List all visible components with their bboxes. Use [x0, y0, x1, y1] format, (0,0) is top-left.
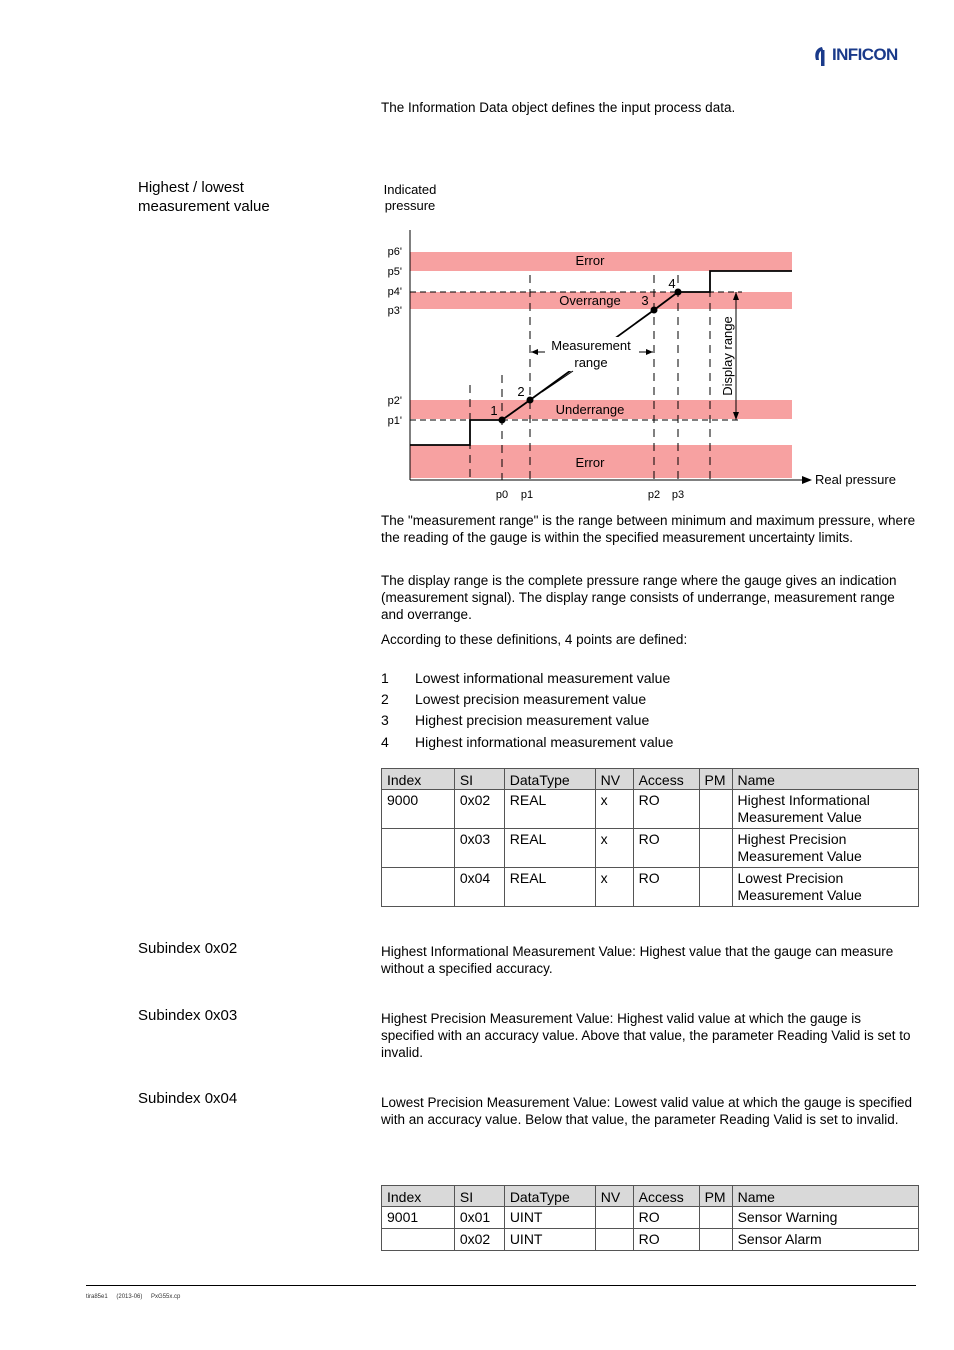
table-row — [382, 1229, 919, 1251]
point-label-4: 4 — [668, 276, 676, 291]
column-header-datatype: DataType — [504, 1186, 595, 1207]
x-tick-p0: p0 — [495, 489, 509, 501]
definition-text: Highest informational measurement value — [415, 734, 674, 750]
measurement-range-arrow-right — [646, 349, 653, 355]
cell-name: Highest Informational Measurement Value — [732, 790, 918, 829]
point-1 — [499, 417, 506, 424]
y-axis-label-line2: pressure — [384, 198, 436, 213]
column-header-nv: NV — [595, 769, 633, 790]
logo-wordmark: INFICON — [832, 45, 898, 64]
cell-name: Lowest Precision Measurement Value — [732, 868, 918, 907]
cell-datatype: REAL — [504, 829, 595, 868]
cell-index: 9000 — [382, 790, 455, 829]
inficon-logo-mark — [812, 44, 832, 68]
column-header-pm: PM — [699, 1186, 732, 1207]
point-label-1: 1 — [490, 403, 498, 418]
cell-access: RO — [633, 829, 699, 868]
cell-nv: x — [595, 829, 633, 868]
subindex-0x04-heading: Subindex 0x04 — [138, 1090, 238, 1107]
subindex-0x03-text: Highest Precision Measurement Value: Highest valid value at which the gauge is specified with an accuracy value. Above that value, the parameter Reading Valid is set to invalid. — [381, 1011, 911, 1060]
x-tick-p3: p3 — [671, 489, 685, 501]
band-label-underrange: Underrange — [555, 402, 625, 417]
y-tick-p5: p5' — [387, 266, 402, 278]
cell-si: 0x02 — [454, 1229, 504, 1251]
cell-pm — [699, 1229, 732, 1251]
cell-si: 0x03 — [454, 829, 504, 868]
subindex-0x04-text: Lowest Precision Measurement Value: Lowest valid value at which the gauge is specified with an accuracy value. Below that value, the parameter Reading Valid is set to invalid. — [381, 1095, 913, 1127]
column-header-datatype: DataType — [504, 769, 595, 790]
definition-number: 2 — [381, 691, 389, 707]
cell-name: Sensor Warning — [732, 1207, 918, 1229]
definition-number: 1 — [381, 670, 389, 686]
table-header-row — [382, 769, 919, 790]
y-tick-p4: p4' — [387, 286, 402, 298]
cell-datatype: UINT — [504, 1229, 595, 1251]
info-data-table-9001 — [381, 1185, 919, 1251]
display-range-label: Display range — [720, 316, 735, 396]
cell-access: RO — [633, 790, 699, 829]
cell-index: 9001 — [382, 1207, 455, 1229]
definition-text: Lowest informational measurement value — [415, 670, 671, 686]
column-header-index: Index — [382, 1186, 455, 1207]
column-header-si: SI — [454, 1186, 504, 1207]
band-label-error-top: Error — [575, 253, 605, 268]
y-tick-p2: p2' — [387, 395, 402, 407]
cell-pm — [699, 868, 732, 907]
paragraph-display-range: The display range is the complete pressure range where the gauge gives an indication (measurement signal). The display range consists of underrange, measurement range and overrange. — [381, 573, 897, 622]
footer-file: PxG55x.cp — [151, 1294, 181, 1300]
footer-doc-id: tira85e1 — [86, 1294, 108, 1300]
column-header-si: SI — [454, 769, 504, 790]
y-axis-label-line1: Indicated — [383, 182, 437, 197]
table-row — [382, 1207, 919, 1229]
column-header-name: Name — [732, 769, 918, 790]
measurement-range-arrow-left — [531, 349, 538, 355]
cell-si: 0x04 — [454, 868, 504, 907]
intro-text: The Information Data object defines the input process data. — [381, 100, 736, 115]
subindex-0x03-heading: Subindex 0x03 — [138, 1007, 238, 1024]
cell-pm — [699, 1207, 732, 1229]
paragraph-measurement-range: The "measurement range" is the range between minimum and maximum pressure, where the reading of the gauge is within the specified measurement uncertainty limits. — [381, 513, 916, 545]
y-tick-p1: p1' — [387, 415, 402, 427]
definition-number: 4 — [381, 734, 389, 750]
definition-number: 3 — [381, 712, 389, 728]
measurement-range-label-2: range — [574, 355, 608, 370]
cell-nv — [595, 1207, 633, 1229]
section-heading: Highest / lowest measurement value — [138, 179, 270, 215]
table-row — [382, 790, 919, 829]
cell-index — [382, 868, 455, 907]
point-3 — [651, 307, 658, 314]
paragraph-definitions-intro: According to these definitions, 4 points are defined: — [381, 632, 688, 647]
column-header-pm: PM — [699, 769, 732, 790]
column-header-nv: NV — [595, 1186, 633, 1207]
x-axis-label: Real pressure — [815, 472, 896, 487]
inficon-logo — [812, 44, 916, 68]
definition-text: Lowest precision measurement value — [415, 691, 647, 707]
y-tick-p3: p3' — [387, 305, 402, 317]
cell-index — [382, 1229, 455, 1251]
cell-nv: x — [595, 790, 633, 829]
column-header-access: Access — [633, 1186, 699, 1207]
band-label-overrange: Overrange — [559, 293, 621, 308]
footer-date: (2013-06) — [116, 1294, 143, 1300]
y-tick-p6: p6' — [387, 246, 402, 258]
definition-text: Highest precision measurement value — [415, 712, 650, 728]
cell-access: RO — [633, 1207, 699, 1229]
column-header-access: Access — [633, 769, 699, 790]
x-tick-p2: p2 — [647, 489, 661, 501]
cell-si: 0x02 — [454, 790, 504, 829]
cell-nv: x — [595, 868, 633, 907]
table-header-row — [382, 1186, 919, 1207]
cell-name: Sensor Alarm — [732, 1229, 918, 1251]
cell-index — [382, 829, 455, 868]
point-label-3: 3 — [641, 293, 649, 308]
cell-datatype: REAL — [504, 868, 595, 907]
x-axis-arrow — [802, 476, 812, 484]
cell-name: Highest Precision Measurement Value — [732, 829, 918, 868]
measurement-range-leader — [542, 371, 573, 392]
cell-datatype: UINT — [504, 1207, 595, 1229]
cell-access: RO — [633, 868, 699, 907]
column-header-name: Name — [732, 1186, 918, 1207]
table-row — [382, 868, 919, 907]
footer — [86, 1294, 187, 1300]
cell-si: 0x01 — [454, 1207, 504, 1229]
cell-datatype: REAL — [504, 790, 595, 829]
band-label-error-bottom: Error — [575, 455, 605, 470]
subindex-0x02-text: Highest Informational Measurement Value: Highest value that the gauge can measure without a specified accuracy. — [381, 944, 894, 976]
point-2 — [527, 397, 534, 404]
measurement-range-label-1: Measurement — [551, 338, 631, 353]
table-row — [382, 829, 919, 868]
column-header-index: Index — [382, 769, 455, 790]
cell-pm — [699, 829, 732, 868]
cell-pm — [699, 790, 732, 829]
cell-nv — [595, 1229, 633, 1251]
subindex-0x02-heading: Subindex 0x02 — [138, 940, 238, 957]
cell-access: RO — [633, 1229, 699, 1251]
footer-rule — [86, 1285, 916, 1286]
x-tick-p1: p1 — [520, 489, 534, 501]
point-label-2: 2 — [517, 384, 525, 399]
info-data-table-9000 — [381, 768, 919, 907]
measurement-range-diagram — [370, 175, 915, 510]
